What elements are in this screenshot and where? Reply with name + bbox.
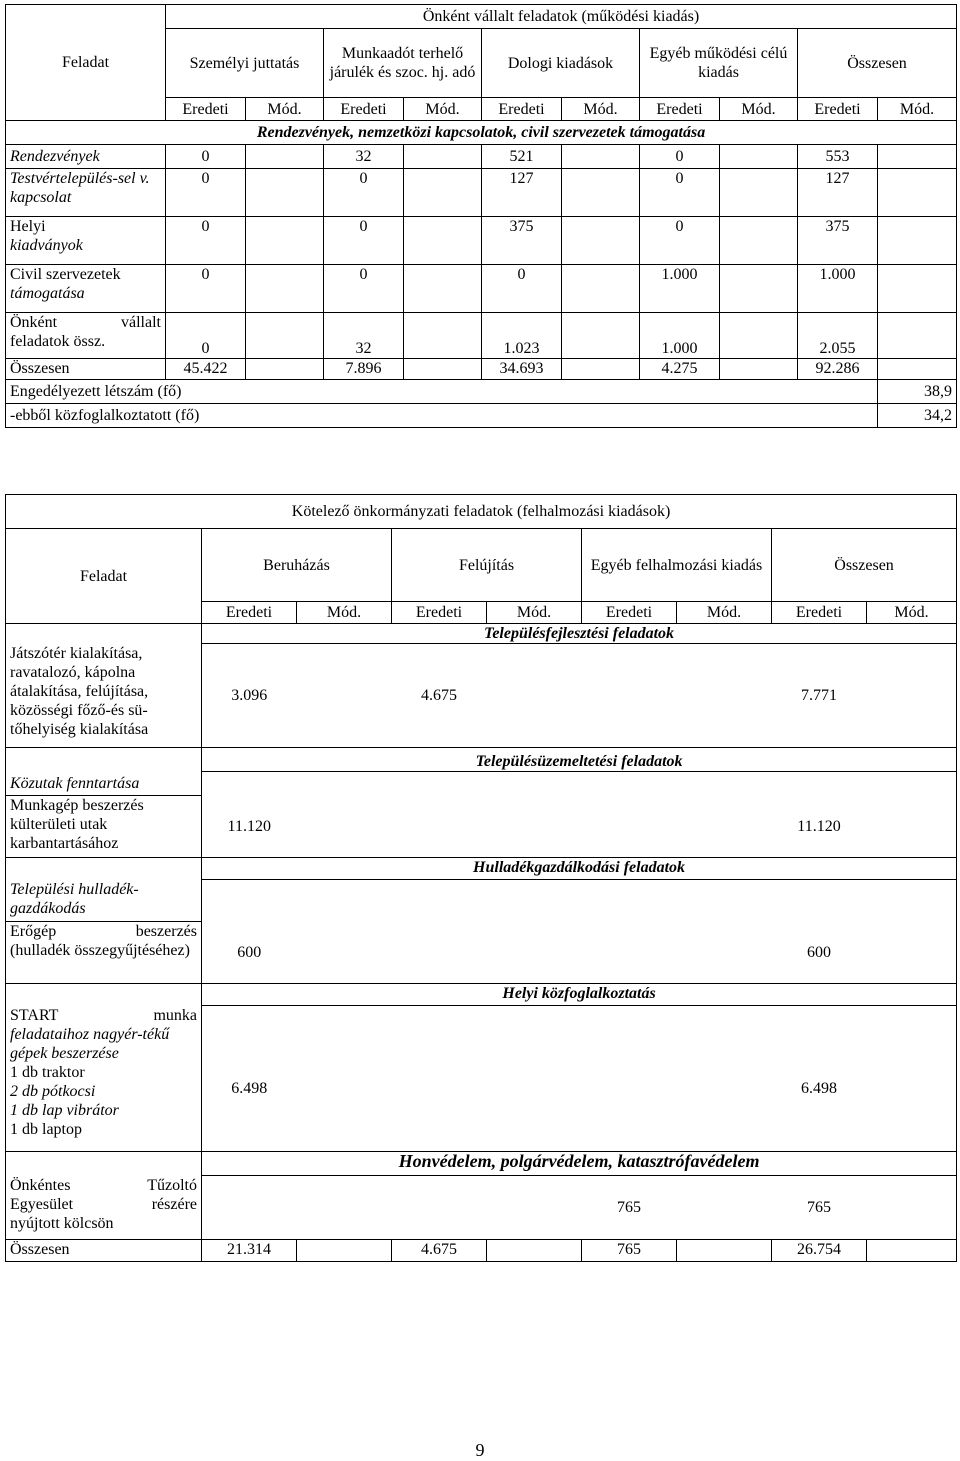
table-row [6, 644, 957, 748]
section-title: Rendezvények, nemzetközi kapcsolatok, civil szervezetek támogatása [6, 121, 957, 145]
cell: 0 [166, 145, 246, 169]
table-row [6, 922, 957, 984]
sub-eredeti: Eredeti [482, 98, 562, 121]
sub-eredeti: Eredeti [392, 602, 487, 624]
cell: 0 [640, 145, 720, 169]
header-osszesen: Összesen [798, 29, 957, 98]
letszam-value: 38,9 [878, 380, 957, 404]
sub-mod: Mód. [878, 98, 957, 121]
cell: 45.422 [166, 359, 246, 380]
row-label: Közutak fenntartása [6, 772, 202, 796]
page-number: 9 [475, 1440, 485, 1460]
sub-eredeti: Eredeti [202, 602, 297, 624]
row-label: Települési hulladék-gazdákodás [6, 880, 202, 922]
row-label-line: Önkéntes Tűzoltó [10, 1176, 197, 1194]
cell: 1.023 [482, 313, 562, 359]
cell: 4.275 [640, 359, 720, 380]
table-row [6, 880, 957, 922]
cell: 765 [772, 1176, 867, 1240]
table-row [6, 359, 957, 380]
cell: 3.096 [202, 644, 297, 748]
table-row [6, 217, 957, 265]
sub-mod: Mód. [297, 602, 392, 624]
header-feladat: Feladat [6, 5, 166, 121]
table-row [6, 1006, 957, 1152]
table-row [6, 380, 957, 404]
row-label-line: kiadványok [10, 237, 83, 254]
header-egyeb: Egyéb működési célú kiadás [640, 29, 798, 98]
cell: 0 [166, 313, 246, 359]
row-label-line: Önként vállalt [10, 314, 161, 331]
sub-eredeti: Eredeti [772, 602, 867, 624]
row-label-line: Egyesület részére [10, 1195, 197, 1213]
table-row [6, 145, 957, 169]
cell: 7.771 [772, 644, 867, 748]
row-label [6, 922, 202, 984]
kozfog-label: -ebből közfoglalkoztatott (fő) [6, 404, 878, 428]
cell: 127 [482, 169, 562, 217]
mandatory-tasks-table [5, 494, 957, 1262]
cell: 11.120 [772, 796, 867, 858]
section-title: Honvédelem, polgárvédelem, katasztrófavédelem [202, 1152, 957, 1176]
cell: 21.314 [202, 1240, 297, 1262]
cell: 0 [640, 217, 720, 265]
cell: 1.000 [640, 313, 720, 359]
cell: 600 [772, 922, 867, 984]
row-label: Összesen [6, 359, 166, 380]
cell: 32 [324, 145, 404, 169]
row-label-line: 1 db traktor [10, 1063, 85, 1081]
row-label [6, 217, 166, 265]
table-row [6, 404, 957, 428]
header-osszesen: Összesen [772, 529, 957, 602]
sub-mod: Mód. [720, 98, 798, 121]
row-label-line: (hulladék összegyűjtéséhez) [10, 942, 190, 959]
table-row [6, 1176, 957, 1240]
cell: 521 [482, 145, 562, 169]
cell: 11.120 [202, 796, 297, 858]
cell: 34.693 [482, 359, 562, 380]
header-feladat: Feladat [6, 529, 202, 624]
sub-eredeti: Eredeti [166, 98, 246, 121]
cell: 6.498 [772, 1006, 867, 1152]
cell: 127 [798, 169, 878, 217]
cell: 0 [324, 265, 404, 313]
section-title: Helyi közfoglalkoztatás [202, 984, 957, 1006]
row-label-line: Civil szervezetek [10, 266, 121, 283]
header-munkaado: Munkaadót terhelő járulék és szoc. hj. adó [324, 29, 482, 98]
header-dologi: Dologi kiadások [482, 29, 640, 98]
volunteer-tasks-table [5, 4, 957, 428]
sub-mod: Mód. [487, 602, 582, 624]
row-label [6, 313, 166, 359]
table-row [6, 265, 957, 313]
sub-mod: Mód. [404, 98, 482, 121]
letszam-label: Engedélyezett létszám (fő) [6, 380, 878, 404]
header-beruhazas: Beruházás [202, 529, 392, 602]
row-label: Játszótér kialakítása, ravatalozó, kápolna átalakítása, felújítása, közösségi főző-és sü-tőhelyiség kialakítása [6, 644, 202, 748]
cell: 1.000 [640, 265, 720, 313]
sub-eredeti: Eredeti [324, 98, 404, 121]
row-label-line: 1 db laptop [10, 1120, 82, 1138]
row-label-line: 1 db lap vibrátor [10, 1101, 119, 1119]
sub-eredeti: Eredeti [798, 98, 878, 121]
cell: 0 [324, 217, 404, 265]
row-label-line: START munka [10, 1006, 197, 1024]
cell: 7.896 [324, 359, 404, 380]
cell: 4.675 [392, 1240, 487, 1262]
row-label-line: Helyi [10, 218, 46, 235]
cell: 92.286 [798, 359, 878, 380]
cell: 375 [482, 217, 562, 265]
cell: 6.498 [202, 1006, 297, 1152]
cell: 0 [166, 169, 246, 217]
row-label: Testvértelepülés-sel v. kapcsolat [6, 169, 166, 217]
cell: 765 [582, 1240, 677, 1262]
row-label [6, 1176, 202, 1240]
cell: 4.675 [392, 644, 487, 748]
sub-mod: Mód. [867, 602, 957, 624]
row-label-line: támogatása [10, 285, 85, 302]
cell: 600 [202, 922, 297, 984]
cell: 0 [166, 265, 246, 313]
table-row [6, 1240, 957, 1262]
table-title: Önként vállalt feladatok (működési kiadás) [166, 5, 957, 29]
kozfog-value: 34,2 [878, 404, 957, 428]
cell: 0 [166, 217, 246, 265]
cell: 32 [324, 313, 404, 359]
row-label-line: 2 db pótkocsi [10, 1082, 96, 1100]
row-label: Munkagép beszerzés külterületi utak karbantartásához [6, 796, 202, 858]
row-label: Rendezvények [6, 145, 166, 169]
table-row [6, 313, 957, 359]
cell: 26.754 [772, 1240, 867, 1262]
cell: 0 [482, 265, 562, 313]
section-title: Hulladékgazdálkodási feladatok [202, 858, 957, 880]
cell: 0 [640, 169, 720, 217]
table-row [6, 772, 957, 796]
sub-eredeti: Eredeti [582, 602, 677, 624]
sub-mod: Mód. [562, 98, 640, 121]
sub-eredeti: Eredeti [640, 98, 720, 121]
table-row [6, 169, 957, 217]
cell: 2.055 [798, 313, 878, 359]
row-label-line: feladataihoz nagyér-tékű gépek beszerzése [10, 1025, 170, 1062]
header-egyeb: Egyéb felhalmozási kiadás [582, 529, 772, 602]
row-label-line: nyújtott kölcsön [10, 1214, 114, 1232]
row-label-line: Erőgép beszerzés [10, 923, 197, 940]
table-title: Kötelező önkormányzati feladatok (felhalmozási kiadások) [6, 495, 957, 529]
table-row [6, 796, 957, 858]
row-label [6, 1006, 202, 1152]
section-title: Településfejlesztési feladatok [202, 624, 957, 644]
header-felujitas: Felújítás [392, 529, 582, 602]
cell: 765 [582, 1176, 677, 1240]
header-szemelyi: Személyi juttatás [166, 29, 324, 98]
sub-mod: Mód. [246, 98, 324, 121]
row-label [6, 265, 166, 313]
cell: 1.000 [798, 265, 878, 313]
row-label: Összesen [6, 1240, 202, 1262]
row-label-line: feladatok össz. [10, 333, 106, 350]
cell: 375 [798, 217, 878, 265]
cell: 0 [324, 169, 404, 217]
section-title: Településüzemeltetési feladatok [202, 748, 957, 772]
sub-mod: Mód. [677, 602, 772, 624]
cell: 553 [798, 145, 878, 169]
